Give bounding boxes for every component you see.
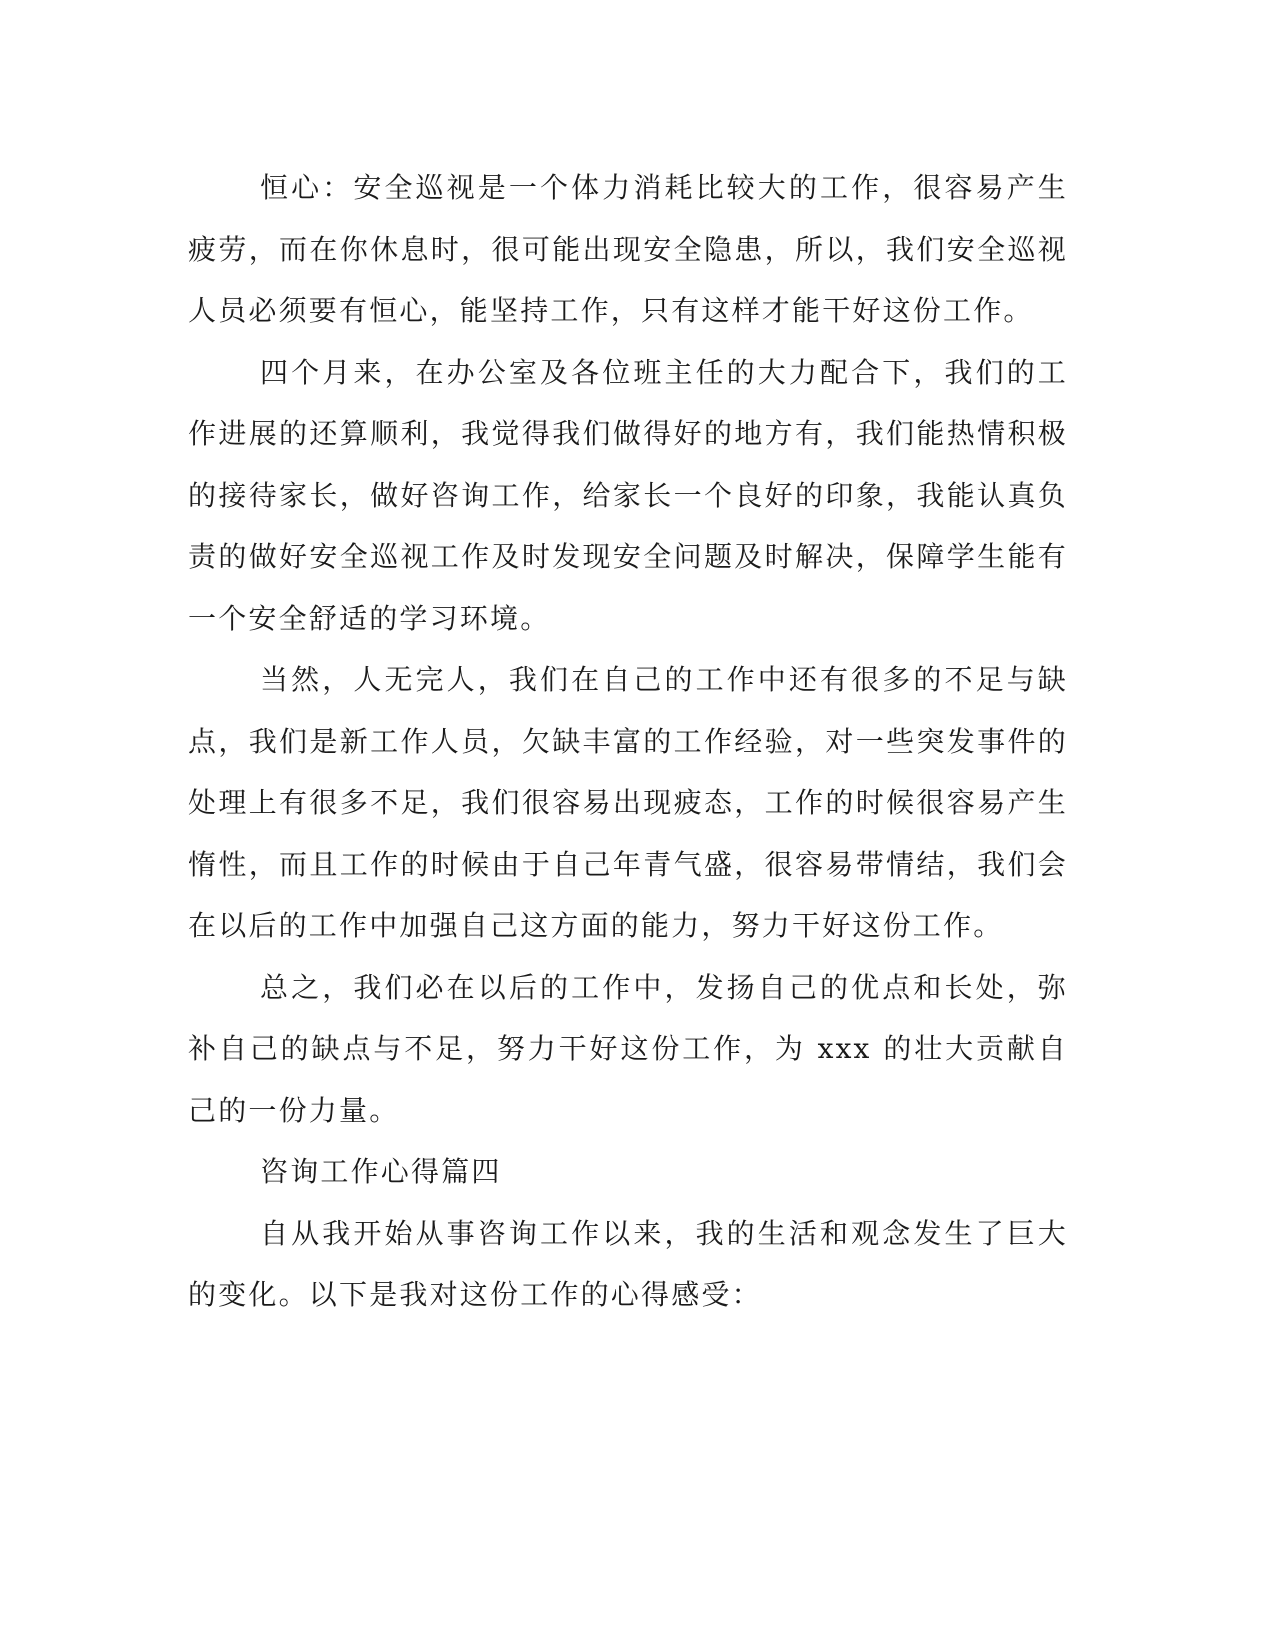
document-body xyxy=(188,157,1068,1326)
paragraph-conclusion: 总之，我们必在以后的工作中，发扬自己的优点和长处，弥补自己的缺点与不足，努力干好这份工作，为 xxx 的壮大贡献自己的一份力量。 xyxy=(188,970,1068,1127)
paragraph-perseverance: 恒心：安全巡视是一个体力消耗比较大的工作，很容易产生疲劳，而在你休息时，很可能出现安全隐患，所以，我们安全巡视人员必须要有恒心，能坚持工作，只有这样才能干好这份工作。 xyxy=(188,171,1068,327)
paragraph-four-months: 四个月来，在办公室及各位班主任的大力配合下，我们的工作进展的还算顺利，我觉得我们做得好的地方有，我们能热情积极的接待家长，做好咨询工作，给家长一个良好的印象，我能认真负责的做好安全巡视工作及时发现安全问题及时解决，保障学生能有一个安全舒适的学习环境。 xyxy=(188,355,1068,635)
paragraph-shortcomings: 当然，人无完人，我们在自己的工作中还有很多的不足与缺点，我们是新工作人员，欠缺丰富的工作经验，对一些突发事件的处理上有很多不足，我们很容易出现疲态，工作的时候很容易产生惰性，而且工作的时候由于自己年青气盛，很容易带情结，我们会在以后的工作中加强自己这方面的能力，努力干好这份工作。 xyxy=(188,663,1068,942)
section-heading: 咨询工作心得篇四 xyxy=(260,1155,502,1188)
paragraph-intro-section-four: 自从我开始从事咨询工作以来，我的生活和观念发生了巨大的变化。以下是我对这份工作的心得感受： xyxy=(188,1216,1068,1311)
